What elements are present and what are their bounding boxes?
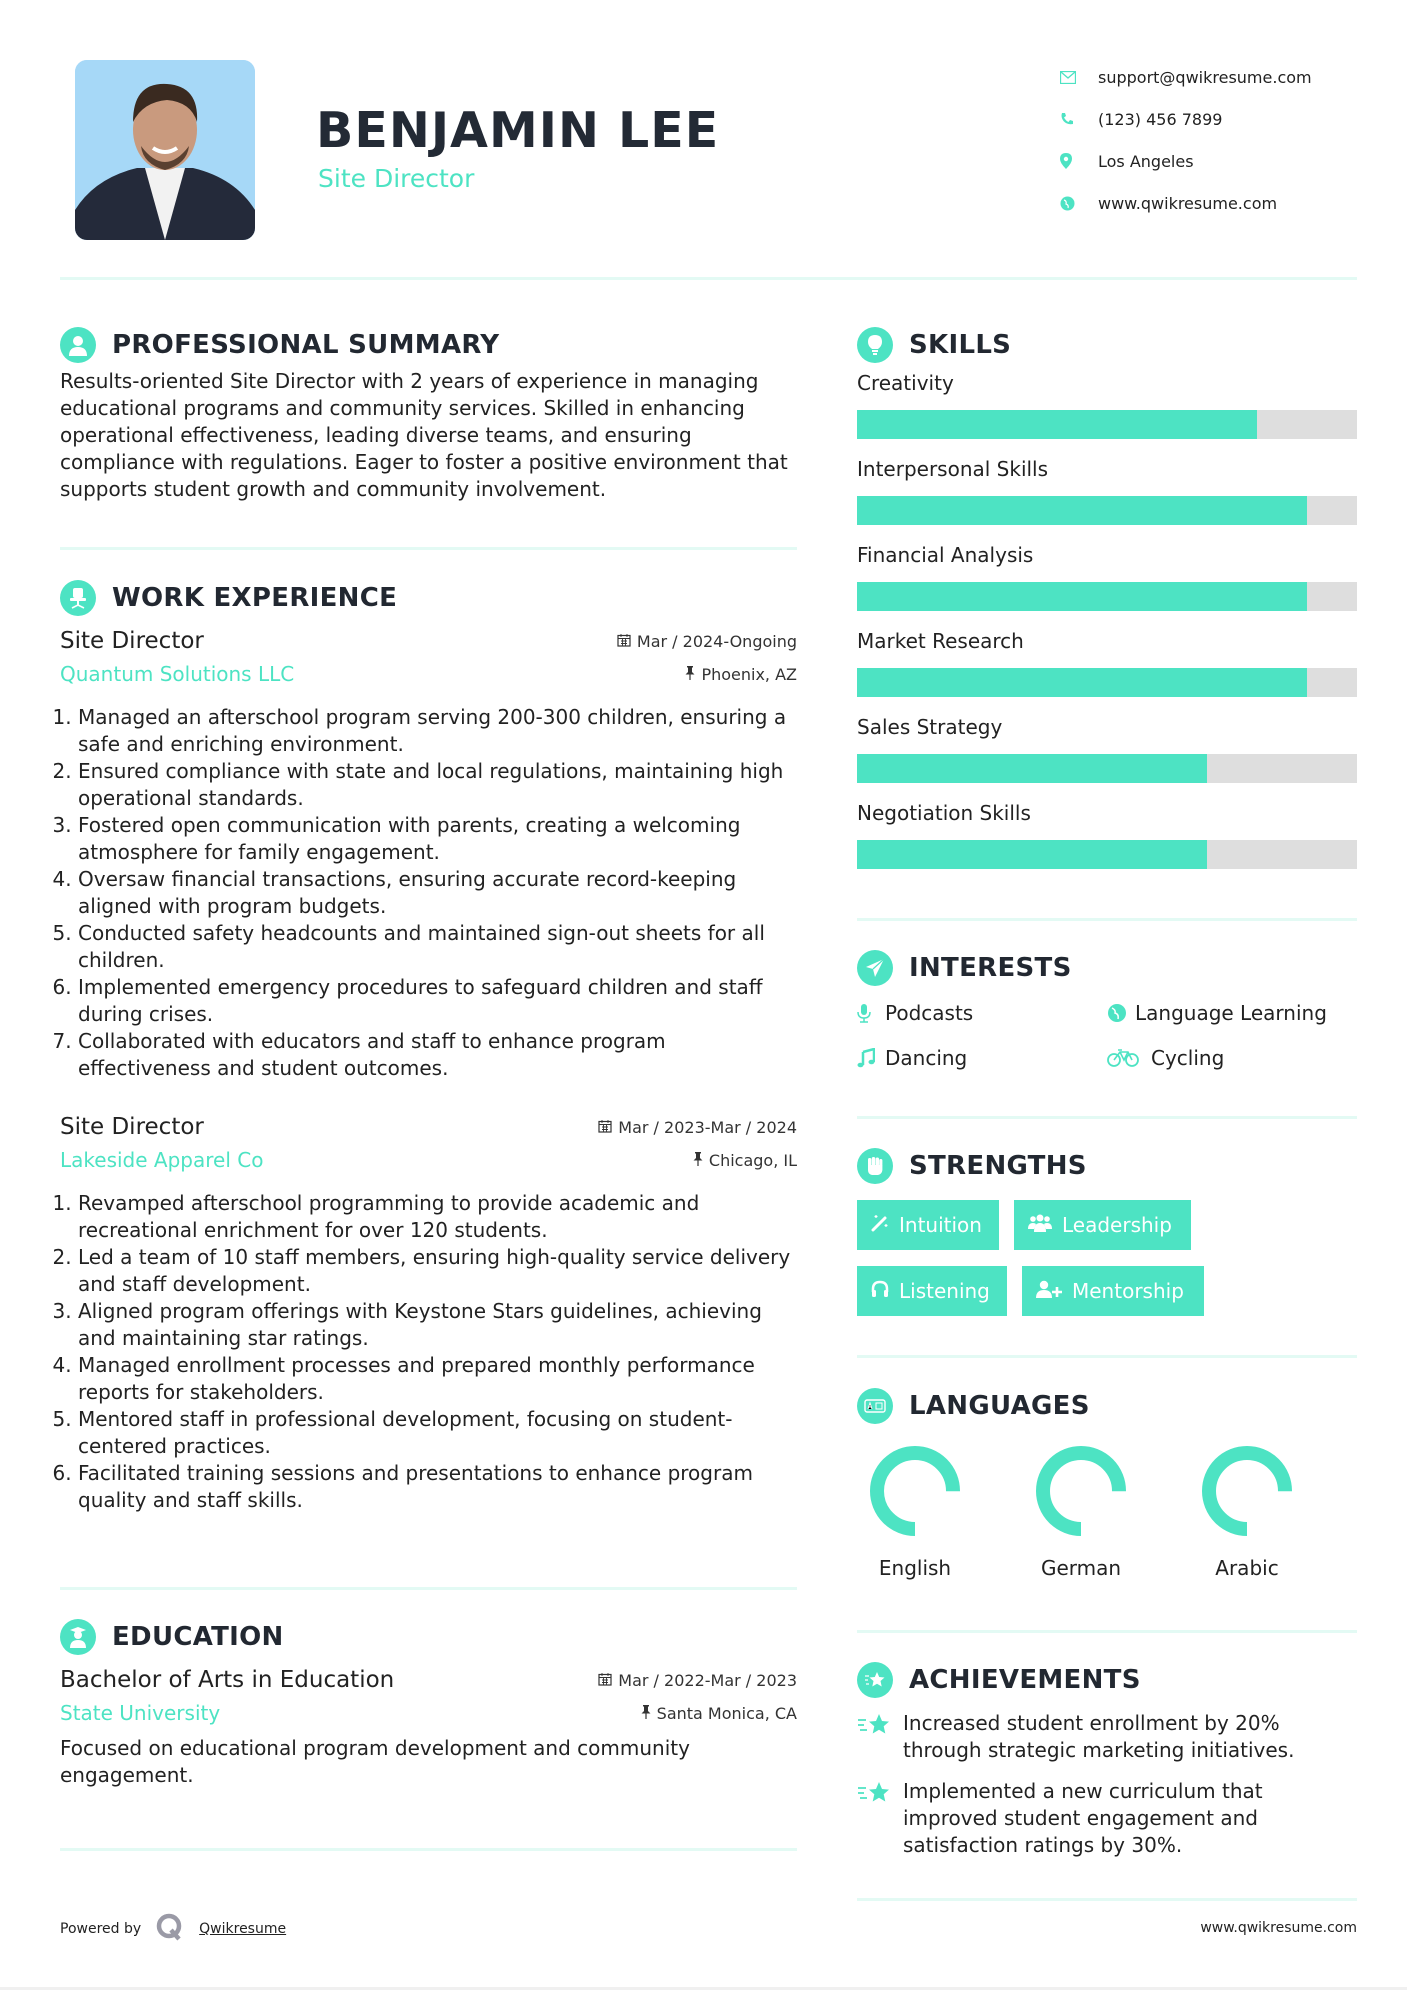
candidate-name: BENJAMIN LEE	[316, 102, 720, 159]
fist-icon	[857, 1148, 893, 1184]
section-heading: INTERESTS	[857, 948, 1357, 988]
skill-bar	[857, 754, 1357, 783]
language-progress-ring	[868, 1444, 962, 1538]
users-icon	[1028, 1213, 1052, 1237]
lightbulb-icon	[857, 327, 893, 363]
bicycle-icon	[1107, 1049, 1151, 1067]
contact-location: Los Angeles	[1060, 140, 1312, 182]
job-title: Site Director	[60, 1114, 204, 1140]
section-divider	[857, 1898, 1357, 1901]
section-divider	[60, 1848, 797, 1851]
contact-website[interactable]: www.qwikresume.com	[1060, 182, 1312, 224]
job-location: Phoenix, AZ	[685, 665, 797, 684]
star-badge-icon	[857, 1662, 893, 1698]
skill-item: Negotiation Skills	[857, 798, 1357, 869]
section-heading: ACHIEVEMENTS	[857, 1660, 1357, 1700]
school-name: State University	[60, 1701, 221, 1725]
bullet-item: 6. Implemented emergency procedures to safeguard children and staff during crises.	[78, 974, 797, 1028]
section-heading: STRENGTHS	[857, 1146, 1357, 1186]
bullet-item: 4. Managed enrollment processes and prepared monthly performance reports for stakeholders.	[78, 1352, 797, 1406]
job-dates: Mar / 2023-Mar / 2024	[598, 1118, 797, 1137]
skill-item: Creativity	[857, 368, 1357, 439]
skill-item: Interpersonal Skills	[857, 454, 1357, 525]
language-item: Arabic	[1192, 1444, 1302, 1580]
contact-list	[1060, 56, 1312, 224]
user-plus-icon	[1036, 1279, 1062, 1303]
skill-bar	[857, 840, 1357, 869]
bullet-item: 6. Facilitated training sessions and presentations to enhance program quality and staff skills.	[78, 1460, 797, 1514]
microphone-icon	[857, 1003, 885, 1023]
office-chair-icon	[60, 580, 96, 616]
strength-chip: Intuition	[857, 1200, 999, 1250]
interest-item: Language Learning	[1107, 990, 1357, 1035]
job-bullets	[60, 704, 797, 1082]
skills-list	[857, 368, 1357, 869]
phone-icon	[1060, 112, 1098, 126]
strengths-row	[857, 1200, 1357, 1250]
skill-item: Sales Strategy	[857, 712, 1357, 783]
strength-chip: Listening	[857, 1266, 1007, 1316]
calendar-icon	[617, 632, 631, 651]
bullet-item: 3. Fostered open communication with parents, creating a welcoming atmosphere for family engagement.	[78, 812, 797, 866]
skill-bar-fill	[857, 410, 1257, 439]
language-item: English	[860, 1444, 970, 1580]
interest-item: Cycling	[1107, 1035, 1357, 1080]
section-skills	[857, 325, 1357, 884]
envelope-icon	[1060, 71, 1098, 84]
calendar-icon	[598, 1671, 612, 1690]
skill-bar	[857, 668, 1357, 697]
bullet-item: 7. Collaborated with educators and staff to enhance program effectiveness and student outcomes.	[78, 1028, 797, 1082]
section-work-experience	[60, 578, 797, 1514]
skill-item: Market Research	[857, 626, 1357, 697]
job-entry	[60, 624, 797, 1082]
education-entry	[60, 1663, 797, 1789]
section-strengths	[857, 1146, 1357, 1316]
globe-icon	[1060, 196, 1098, 211]
language-progress-ring	[1200, 1444, 1294, 1538]
shooting-star-icon	[857, 1778, 903, 1810]
bullet-item: 5. Mentored staff in professional development, focusing on student-centered practices.	[78, 1406, 797, 1460]
section-divider	[857, 1630, 1357, 1633]
person-photo-icon	[75, 60, 255, 240]
achievement-item: Implemented a new curriculum that improved student engagement and satisfaction ratings by 30%.	[857, 1778, 1357, 1859]
section-heading: SKILLS	[857, 325, 1357, 365]
skill-bar-fill	[857, 840, 1207, 869]
section-divider	[60, 547, 797, 550]
job-entry	[60, 1110, 797, 1514]
section-interests	[857, 948, 1357, 1080]
degree: Bachelor of Arts in Education	[60, 1667, 395, 1693]
bullet-item: 2. Ensured compliance with state and local regulations, maintaining high operational standards.	[78, 758, 797, 812]
job-bullets	[60, 1190, 797, 1514]
section-heading: EDUCATION	[60, 1617, 797, 1657]
section-divider	[857, 918, 1357, 921]
bullet-item: 3. Aligned program offerings with Keystone Stars guidelines, achieving and maintaining star ratings.	[78, 1298, 797, 1352]
header-divider	[60, 277, 1357, 280]
company-name: Lakeside Apparel Co	[60, 1148, 264, 1172]
bullet-item: 2. Led a team of 10 staff members, ensuring high-quality service delivery and staff development.	[78, 1244, 797, 1298]
section-languages	[857, 1386, 1357, 1580]
section-divider	[60, 1587, 797, 1590]
bullet-item: 5. Conducted safety headcounts and maintained sign-out sheets for all children.	[78, 920, 797, 974]
interests-grid	[857, 990, 1357, 1080]
shooting-star-icon	[857, 1710, 903, 1742]
bullet-item: 4. Oversaw financial transactions, ensuring accurate record-keeping aligned with program budgets.	[78, 866, 797, 920]
job-location: Chicago, IL	[693, 1151, 797, 1170]
contact-phone[interactable]: (123) 456 7899	[1060, 98, 1312, 140]
footer-website[interactable]: www.qwikresume.com	[1200, 1920, 1357, 1936]
paper-plane-icon	[857, 950, 893, 986]
language-progress-ring	[1034, 1444, 1128, 1538]
skill-bar	[857, 582, 1357, 611]
section-heading: WORK EXPERIENCE	[60, 578, 797, 618]
section-achievements	[857, 1660, 1357, 1873]
interest-item: Dancing	[857, 1035, 1107, 1080]
headphones-icon	[871, 1279, 889, 1303]
map-pin-icon	[1060, 153, 1098, 169]
music-note-icon	[857, 1048, 885, 1068]
footer-powered-by: Powered by Qwikresume	[60, 1912, 286, 1946]
graduate-icon	[60, 1619, 96, 1655]
skill-bar-fill	[857, 582, 1307, 611]
candidate-role: Site Director	[318, 164, 475, 193]
education-description: Focused on educational program development and community engagement.	[60, 1736, 690, 1787]
pushpin-icon	[693, 1151, 703, 1170]
section-divider	[857, 1355, 1357, 1358]
education-location: Santa Monica, CA	[641, 1704, 797, 1723]
qwikresume-link[interactable]: Qwikresume	[199, 1921, 287, 1937]
education-dates: Mar / 2022-Mar / 2023	[598, 1671, 797, 1690]
interest-item: Podcasts	[857, 990, 1107, 1035]
pushpin-icon	[641, 1704, 651, 1723]
section-professional-summary	[60, 325, 797, 503]
profile-photo	[75, 60, 255, 240]
translate-icon	[857, 1388, 893, 1424]
bullet-item: 1. Managed an afterschool program serving 200-300 children, ensuring a safe and enriching environment.	[78, 704, 797, 758]
skill-bar-fill	[857, 496, 1307, 525]
pushpin-icon	[685, 665, 695, 684]
contact-email[interactable]: support@qwikresume.com	[1060, 56, 1312, 98]
globe-icon	[1107, 1003, 1135, 1023]
company-name: Quantum Solutions LLC	[60, 662, 295, 686]
section-heading: LANGUAGES	[857, 1386, 1357, 1426]
job-dates: Mar / 2024-Ongoing	[617, 632, 797, 651]
summary-text: Results-oriented Site Director with 2 years of experience in managing educational programs and community services. Skilled in enhancing operational effectiveness, leading diverse teams, and ensuring compliance with regulations. Eager to foster a positive environment that supports student growth and community involvement.	[60, 369, 788, 501]
bullet-item: 1. Revamped afterschool programming to provide academic and recreational enrichment for over 120 students.	[78, 1190, 797, 1244]
strength-chip: Mentorship	[1022, 1266, 1204, 1316]
skill-bar-fill	[857, 668, 1307, 697]
skill-bar	[857, 410, 1357, 439]
section-divider	[857, 1116, 1357, 1119]
user-icon	[60, 327, 96, 363]
skill-bar	[857, 496, 1357, 525]
language-item: German	[1026, 1444, 1136, 1580]
strength-chip: Leadership	[1014, 1200, 1191, 1250]
section-education	[60, 1617, 797, 1789]
skill-item: Financial Analysis	[857, 540, 1357, 611]
skill-bar-fill	[857, 754, 1207, 783]
section-heading: PROFESSIONAL SUMMARY	[60, 325, 797, 365]
calendar-icon	[598, 1118, 612, 1137]
strengths-row	[857, 1266, 1357, 1316]
qwikresume-logo-icon	[155, 1912, 185, 1946]
magic-wand-icon	[871, 1213, 889, 1237]
languages-list	[857, 1444, 1357, 1580]
achievements-list	[857, 1710, 1357, 1859]
job-title: Site Director	[60, 628, 204, 654]
achievement-item: Increased student enrollment by 20% through strategic marketing initiatives.	[857, 1710, 1357, 1764]
